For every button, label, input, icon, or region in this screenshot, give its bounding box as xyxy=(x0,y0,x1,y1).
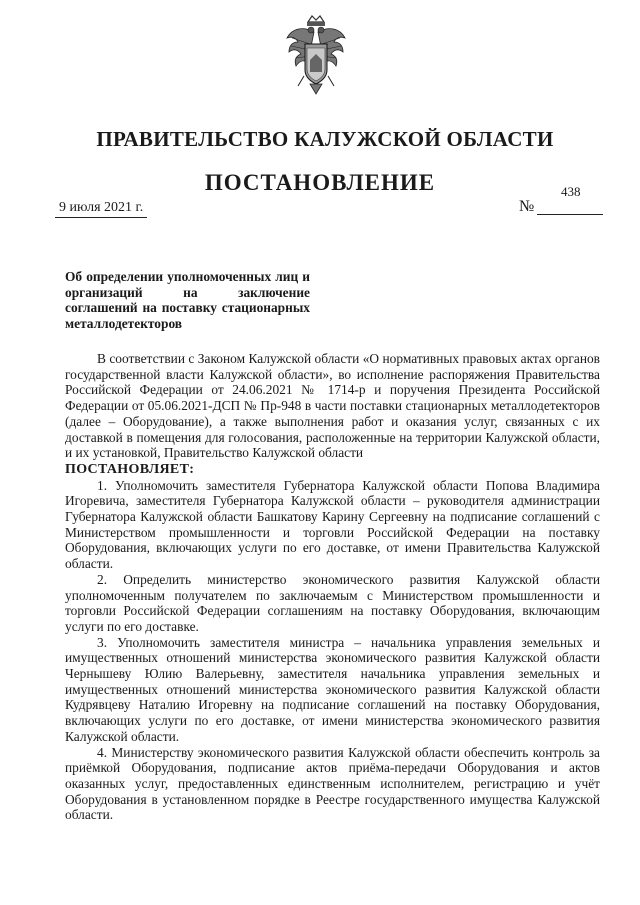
document-body xyxy=(65,351,600,823)
item-paragraph-1: 1. Уполномочить заместителя Губернатора Калужской области Попова Владимира Игоревича, заместителя Губернатора Калужской области – руководителя администрации Губернатора Калужской области Башкатову Карину Сергеевну на подписание соглашений с Министерством промышленности и торговли Российской Федерации на поставку Оборудования, включающих услуги по его доставке, от имени Правительства Калужской области. xyxy=(65,477,600,572)
document-number-underline xyxy=(537,214,603,215)
coat-of-arms-icon xyxy=(284,14,348,98)
resolve-word: ПОСТАНОВЛЯЕТ: xyxy=(65,461,195,477)
document-date: 9 июля 2021 г. xyxy=(55,200,147,218)
item-paragraph-4: 4. Министерству экономического развития Калужской области обеспечить контроль за приёмкой Оборудования, подписание актов приёма-передачи Оборудования и актов оказанных услуг, предоставленных единственным исполнителем, регистрацию и учёт Оборудования в установленном порядке в Реестре государственного имущества Калужской области. xyxy=(65,744,600,823)
document-type-title: ПОСТАНОВЛЕНИЕ xyxy=(204,170,436,195)
document-number-label: № xyxy=(519,198,535,215)
document-number: 438 xyxy=(561,184,581,199)
item-paragraph-3: 3. Уполномочить заместителя министра – начальника управления земельных и имущественных отношений министерства экономического развития Калужской области Чернышеву Юлию Валерьевну, заместителя начальника управления земельных и имущественных отношений министерства экономического развития Калужской области Кудрявцеву Наталию Игоревну на подписание соглашений на поставку Оборудования, включающих услуги по его доставке, от имени министерства экономического развития Калужской области. xyxy=(65,634,600,744)
document-subject: Об определении уполномоченных лиц и организаций на заключение соглашений на поставку стационарных металлодетекторов xyxy=(65,269,310,331)
item-paragraph-2: 2. Определить министерство экономического развития Калужской области уполномоченным получателем по заключаемым с Министерством промышленности и торговли Российской Федерации соглашениям на поставку Оборудования, включающим услуги по его доставке. xyxy=(65,571,600,634)
organization-name: ПРАВИТЕЛЬСТВО КАЛУЖСКОЙ ОБЛАСТИ xyxy=(96,127,554,151)
preamble-paragraph: В соответствии с Законом Калужской области «О нормативных правовых актах органов государственной власти Калужской области», во исполнение распоряжения Правительства Российской Федерации от 24.06.2021 № 1714-р и поручения Президента Российской Федерации от 05.06.2021-ДСП № Пр-948 в части поставки стационарных металлодетекторов (далее – Оборудование), а также выполнения работ и оказания услуг, связанных с их доставкой в помещения для голосования, расположенные на территории Калужской области, и их установкой, Правительство Калужской области ПОСТАНОВЛЯЕТ: xyxy=(65,351,600,477)
